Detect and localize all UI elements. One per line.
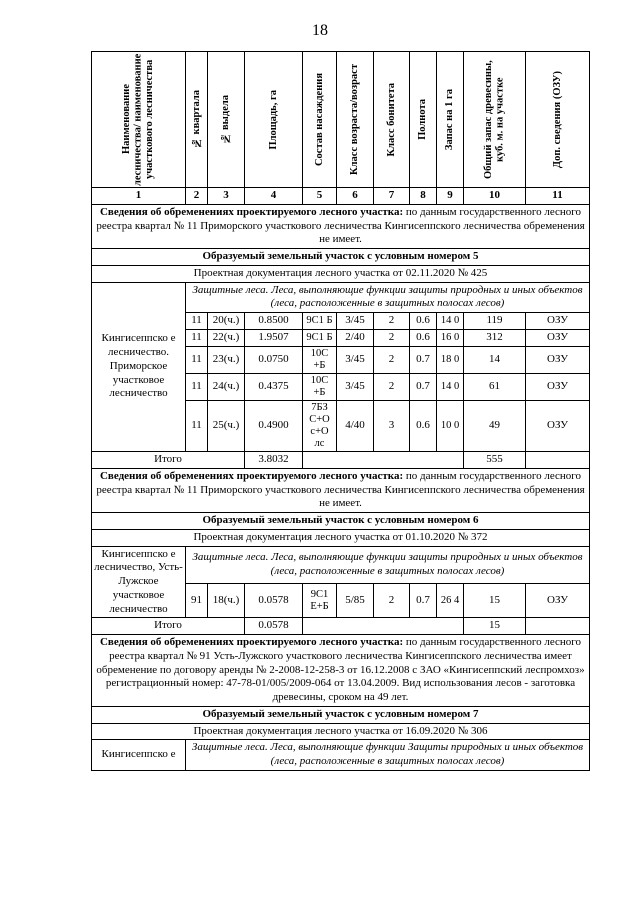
kvartal-cell: 11	[186, 346, 208, 373]
plot6-doc-row	[92, 529, 590, 546]
col-number: 1	[92, 188, 186, 205]
bonitet-cell: 2	[374, 346, 410, 373]
vydel-cell: 24(ч.)	[208, 373, 245, 400]
plot7-title: Образуемый земельный участок с условным номером 7	[92, 706, 590, 723]
col-number: 2	[186, 188, 208, 205]
plot5-protective-row	[92, 282, 590, 313]
encumbrance-heading: Сведения об обременениях проектируемого лесного участка:	[99, 469, 404, 482]
plot5-encumbrance-row	[92, 468, 590, 512]
vydel-cell: 22(ч.)	[208, 329, 245, 346]
area-cell: 0.0750	[245, 346, 303, 373]
sostav-cell: 9С1 Б	[303, 329, 337, 346]
plot7-forestry: Кингисеппско е	[92, 740, 186, 771]
plot6-encumbrance	[92, 635, 590, 707]
polnota-cell: 0.6	[410, 400, 437, 451]
col-number: 11	[526, 188, 590, 205]
plot6-total-row	[92, 618, 590, 635]
plot6-protective: Защитные леса. Леса, выполняющие функции защиты природных и иных объектов (леса, расположенные в защитных полосах лесов)	[186, 546, 590, 584]
plot5-total-row	[92, 452, 590, 469]
bonitet-cell: 2	[374, 313, 410, 330]
total-cell: 49	[464, 400, 526, 451]
col-header-area: Площадь, га	[245, 52, 303, 188]
col-number: 9	[437, 188, 464, 205]
total-label: Итого	[92, 618, 245, 635]
polnota-cell: 0.6	[410, 313, 437, 330]
encumbrance-heading: Сведения об обременениях проектируемого лесного участка:	[99, 205, 404, 218]
encumbrance-text: по данным государственного лесного реестра квартал № 11 Приморского участкового лесничества Кингисеппского лесничества обременения не имеет.	[96, 205, 585, 246]
zapas-cell: 16 0	[437, 329, 464, 346]
area-cell: 0.0578	[245, 584, 303, 618]
encumbrance-prev-row	[92, 204, 590, 248]
polnota-cell: 0.7	[410, 346, 437, 373]
plot6-forestry: Кингисеппско е лесничество, Усть-Лужское участковое лесничество	[92, 546, 186, 618]
plot6-title-row	[92, 513, 590, 530]
plot7-project-doc: Проектная документация лесного участка от 16.09.2020 № 306	[92, 723, 590, 740]
col-number: 3	[208, 188, 245, 205]
zapas-cell: 14 0	[437, 313, 464, 330]
total-label: Итого	[92, 452, 245, 469]
sostav-cell: 7БЗ С+О с+О лс	[303, 400, 337, 451]
col-number: 7	[374, 188, 410, 205]
area-cell: 0.4900	[245, 400, 303, 451]
vydel-cell: 23(ч.)	[208, 346, 245, 373]
plot6-title: Образуемый земельный участок с условным номером 6	[92, 513, 590, 530]
col-number: 4	[245, 188, 303, 205]
plot5-encumbrance	[92, 468, 590, 512]
kvartal-cell: 91	[186, 584, 208, 618]
age-cell: 3/45	[337, 373, 374, 400]
page-number: 18	[312, 22, 328, 39]
total-cell: 61	[464, 373, 526, 400]
age-cell: 5/85	[337, 584, 374, 618]
sostav-cell: 10С +Б	[303, 373, 337, 400]
col-header-age: Класс возраста/возраст	[337, 52, 374, 188]
zapas-cell: 26 4	[437, 584, 464, 618]
kvartal-cell: 11	[186, 373, 208, 400]
bonitet-cell: 3	[374, 400, 410, 451]
forest-plots-table	[91, 51, 590, 771]
plot7-protective-row	[92, 740, 590, 771]
polnota-cell: 0.7	[410, 373, 437, 400]
total-empty	[526, 452, 590, 469]
total-cell: 312	[464, 329, 526, 346]
age-cell: 4/40	[337, 400, 374, 451]
sostav-cell: 9С1 Б	[303, 313, 337, 330]
col-number: 6	[337, 188, 374, 205]
col-header-forestry: Наименование лесничества/ наименование участкового лесничества	[92, 52, 186, 188]
age-cell: 3/45	[337, 346, 374, 373]
bonitet-cell: 2	[374, 373, 410, 400]
ozu-cell: ОЗУ	[526, 584, 590, 618]
zapas-cell: 14 0	[437, 373, 464, 400]
polnota-cell: 0.7	[410, 584, 437, 618]
vydel-cell: 25(ч.)	[208, 400, 245, 451]
plot7-title-row	[92, 706, 590, 723]
plot5-project-doc: Проектная документация лесного участка от 02.11.2020 № 425	[92, 265, 590, 282]
kvartal-cell: 11	[186, 329, 208, 346]
area-cell: 0.4375	[245, 373, 303, 400]
total-empty	[303, 618, 464, 635]
col-header-ozu: Доп. сведения (ОЗУ)	[526, 52, 590, 188]
total-cell: 15	[464, 584, 526, 618]
zapas-cell: 18 0	[437, 346, 464, 373]
total-volume: 15	[464, 618, 526, 635]
plot5-doc-row	[92, 265, 590, 282]
bonitet-cell: 2	[374, 329, 410, 346]
column-numbers-row	[92, 188, 590, 205]
kvartal-cell: 11	[186, 400, 208, 451]
area-cell: 1.9507	[245, 329, 303, 346]
bonitet-cell: 2	[374, 584, 410, 618]
age-cell: 3/45	[337, 313, 374, 330]
sostav-cell: 9С1 Е+Б	[303, 584, 337, 618]
plot7-protective: Защитные леса. Леса, выполняющие функции Защиты природных и иных объектов (леса, расположенные в защитных полосах лесов)	[186, 740, 590, 771]
col-header-sostav: Состав насаждения	[303, 52, 337, 188]
vydel-cell: 18(ч.)	[208, 584, 245, 618]
col-header-bonitet: Класс бонитета	[374, 52, 410, 188]
header-row	[92, 52, 590, 188]
total-area: 0.0578	[245, 618, 303, 635]
kvartal-cell: 11	[186, 313, 208, 330]
ozu-cell: ОЗУ	[526, 400, 590, 451]
ozu-cell: ОЗУ	[526, 373, 590, 400]
plot6-encumbrance-row	[92, 635, 590, 707]
total-cell: 119	[464, 313, 526, 330]
plot5-forestry: Кингисеппско е лесничество. Приморское участковое лесничество	[92, 282, 186, 452]
total-empty	[303, 452, 464, 469]
plot7-doc-row	[92, 723, 590, 740]
total-volume: 555	[464, 452, 526, 469]
encumbrance-text: по данным государственного лесного реестра квартал № 91 Усть-Лужского участкового лесничества Кингисеппского лесничества имеет обременение по договору аренды № 2-2008-12-258-3 от 16.12.2008 с ЗАО «Кингисеппский леспромхоз» регистрационный номер: 47-78-01/005/2009-064 от 13.04.2009. Вид использования лесов - заготовка древесины, сроком на 49 лет.	[96, 636, 585, 703]
col-header-zapas: Запас на 1 га	[437, 52, 464, 188]
polnota-cell: 0.6	[410, 329, 437, 346]
vydel-cell: 20(ч.)	[208, 313, 245, 330]
ozu-cell: ОЗУ	[526, 346, 590, 373]
plot5-title: Образуемый земельный участок с условным номером 5	[92, 249, 590, 266]
encumbrance-text: по данным государственного лесного реестра квартал № 11 Приморского участкового лесничества Кингисеппского лесничества обременения не имеет.	[96, 469, 585, 510]
col-number: 8	[410, 188, 437, 205]
ozu-cell: ОЗУ	[526, 329, 590, 346]
area-cell: 0.8500	[245, 313, 303, 330]
col-header-vydel: № выдела	[208, 52, 245, 188]
sostav-cell: 10С +Б	[303, 346, 337, 373]
col-number: 10	[464, 188, 526, 205]
total-area: 3.8032	[245, 452, 303, 469]
plot5-protective: Защитные леса. Леса, выполняющие функции защиты природных и иных объектов (леса, расположенные в защитных полосах лесов)	[186, 282, 590, 313]
encumbrance-heading: Сведения об обременениях проектируемого лесного участка:	[99, 636, 404, 648]
encumbrance-prev	[92, 204, 590, 248]
zapas-cell: 10 0	[437, 400, 464, 451]
plot5-title-row	[92, 249, 590, 266]
plot6-protective-row	[92, 546, 590, 584]
col-number: 5	[303, 188, 337, 205]
col-header-polnota: Полнота	[410, 52, 437, 188]
age-cell: 2/40	[337, 329, 374, 346]
total-empty	[526, 618, 590, 635]
ozu-cell: ОЗУ	[526, 313, 590, 330]
plot6-project-doc: Проектная документация лесного участка от 01.10.2020 № 372	[92, 529, 590, 546]
col-header-kvartal: № квартала	[186, 52, 208, 188]
total-cell: 14	[464, 346, 526, 373]
col-header-total: Общий запас древесины, куб. м. на участке	[464, 52, 526, 188]
